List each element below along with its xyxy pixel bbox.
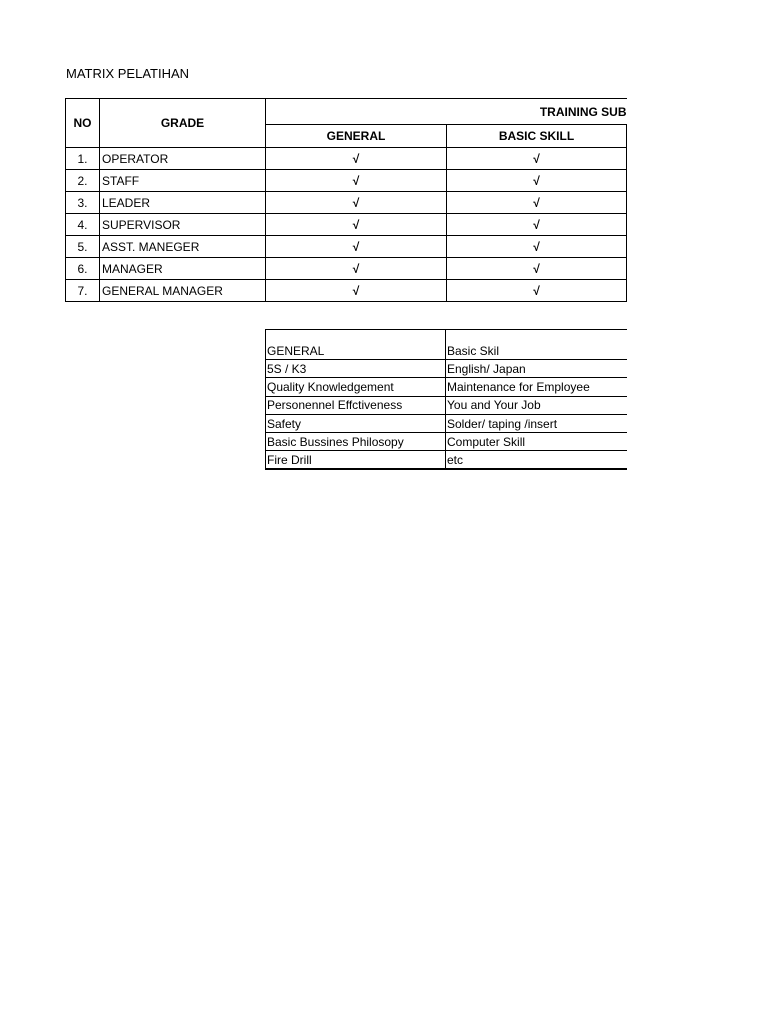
list-item [266, 378, 627, 396]
table-row [66, 192, 627, 214]
general-check: √ [266, 170, 447, 192]
row-grade: LEADER [100, 192, 266, 214]
header-training-subject: TRAINING SUB [266, 99, 627, 125]
table-row [66, 170, 627, 192]
list-item [266, 451, 627, 469]
general-check: √ [266, 280, 447, 302]
basic-skill-check: √ [447, 258, 627, 280]
row-grade: OPERATOR [100, 148, 266, 170]
general-subject: Basic Bussines Philosopy [266, 433, 446, 451]
table-row [66, 236, 627, 258]
list-item [266, 433, 627, 451]
header-grade: GRADE [100, 99, 266, 148]
basic-skill-check: √ [447, 148, 627, 170]
basic-skill-check: √ [447, 170, 627, 192]
basic-skill-subject: Computer Skill [446, 433, 627, 451]
header-basic-skill: BASIC SKILL [447, 125, 627, 148]
row-no: 3. [66, 192, 100, 214]
row-no: 6. [66, 258, 100, 280]
general-subject: Safety [266, 414, 446, 432]
row-no: 2. [66, 170, 100, 192]
row-grade: STAFF [100, 170, 266, 192]
table-row [66, 258, 627, 280]
general-check: √ [266, 258, 447, 280]
page-title: MATRIX PELATIHAN [66, 66, 190, 81]
header-no: NO [66, 99, 100, 148]
basic-skill-subject: Maintenance for Employee [446, 378, 627, 396]
basic-skill-subject: Solder/ taping /insert [446, 414, 627, 432]
row-no: 4. [66, 214, 100, 236]
row-no: 1. [66, 148, 100, 170]
general-check: √ [266, 214, 447, 236]
row-grade: MANAGER [100, 258, 266, 280]
row-grade: SUPERVISOR [100, 214, 266, 236]
list-item [266, 414, 627, 432]
general-check: √ [266, 236, 447, 258]
table-row [66, 214, 627, 236]
row-no: 7. [66, 280, 100, 302]
list-item [266, 396, 627, 414]
general-subject: 5S / K3 [266, 360, 446, 378]
general-subject: Personennel Effctiveness [266, 396, 446, 414]
basic-skill-check: √ [447, 236, 627, 258]
training-matrix-table [65, 98, 627, 302]
general-check: √ [266, 148, 447, 170]
basic-skill-check: √ [447, 280, 627, 302]
basic-skill-subject: You and Your Job [446, 396, 627, 414]
table-row [66, 280, 627, 302]
list-item [266, 360, 627, 378]
general-check: √ [266, 192, 447, 214]
basic-skill-check: √ [447, 192, 627, 214]
general-subject: Quality Knowledgement [266, 378, 446, 396]
subjects-header-basic-skill: Basic Skil [446, 330, 627, 360]
header-general: GENERAL [266, 125, 447, 148]
row-no: 5. [66, 236, 100, 258]
row-grade: GENERAL MANAGER [100, 280, 266, 302]
row-grade: ASST. MANEGER [100, 236, 266, 258]
subjects-header-general: GENERAL [266, 330, 446, 360]
table-row [66, 148, 627, 170]
basic-skill-subject: etc [446, 451, 627, 469]
training-subjects-table [265, 329, 627, 470]
basic-skill-subject: English/ Japan [446, 360, 627, 378]
general-subject: Fire Drill [266, 451, 446, 469]
basic-skill-check: √ [447, 214, 627, 236]
